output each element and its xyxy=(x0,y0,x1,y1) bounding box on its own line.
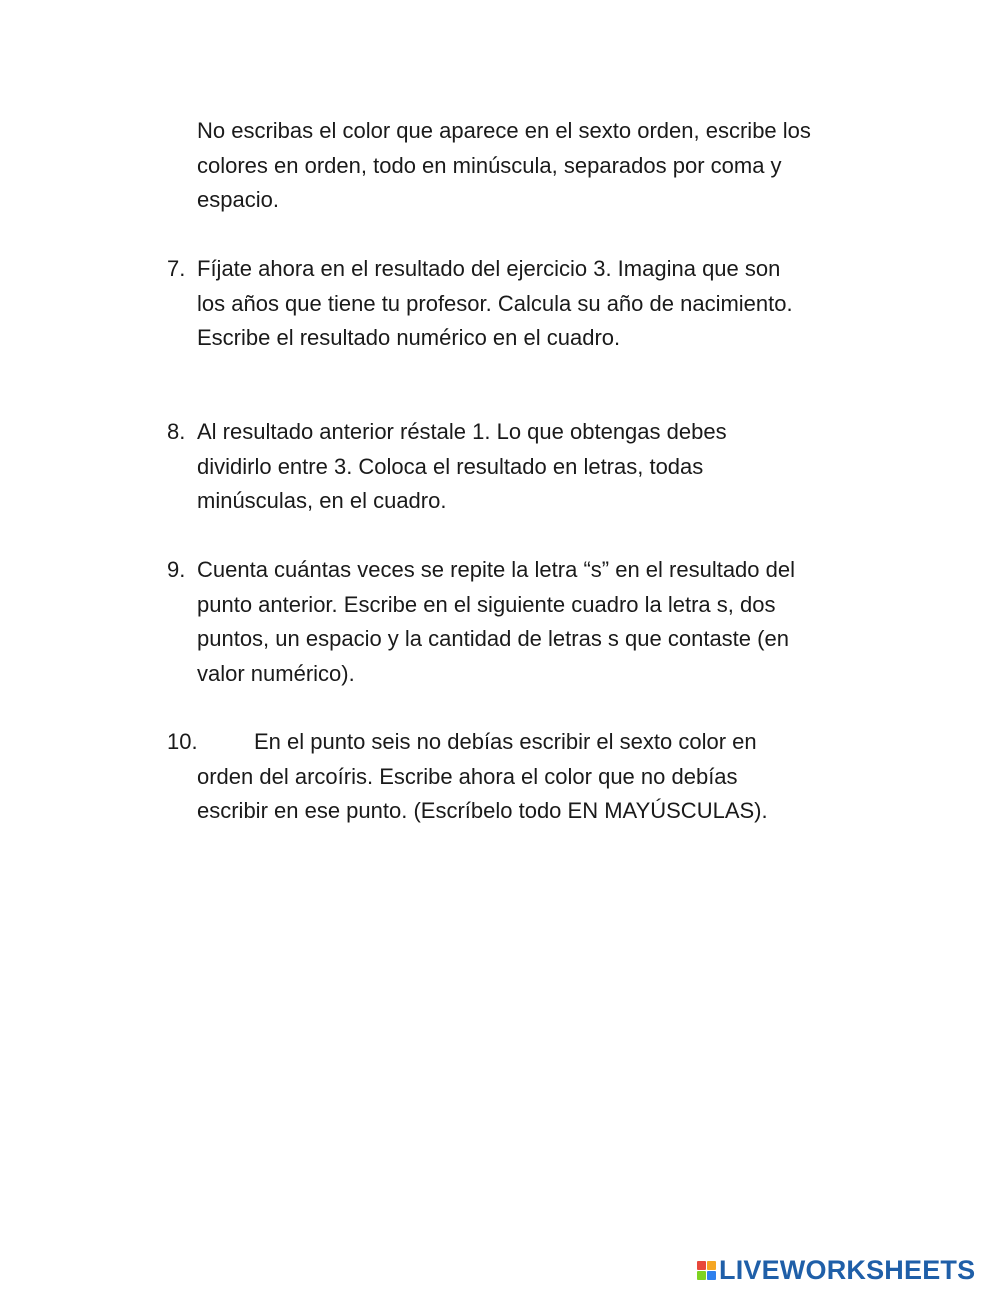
question-9 xyxy=(167,553,887,691)
question-number: 8. xyxy=(167,419,186,444)
question-8 xyxy=(167,415,887,519)
question-line: En el punto seis no debías escribir el sexto color en xyxy=(254,729,757,754)
question-10 xyxy=(167,725,887,829)
intro-paragraph xyxy=(197,114,877,218)
question-line: dividirlo entre 3. Coloca el resultado en letras, todas xyxy=(197,453,704,479)
question-7 xyxy=(167,252,887,356)
logo-blocks-icon xyxy=(697,1261,716,1280)
intro-line: No escribas el color que aparece en el sexto orden, escribe los xyxy=(197,118,811,143)
question-number: 10. xyxy=(167,729,198,754)
logo-text: LIVEWORKSHEETS xyxy=(719,1255,976,1285)
intro-line: colores en orden, todo en minúscula, separados por coma y xyxy=(197,152,782,178)
question-line: Fíjate ahora en el resultado del ejercicio 3. Imagina que son xyxy=(197,256,781,281)
intro-line: espacio. xyxy=(197,187,279,212)
logo-block xyxy=(697,1261,706,1270)
question-line: valor numérico). xyxy=(197,660,355,686)
question-line: Cuenta cuántas veces se repite la letra “s” en el resultado del xyxy=(197,557,795,582)
liveworksheets-logo xyxy=(697,1255,975,1285)
question-line: los años que tiene tu profesor. Calcula su año de nacimiento. xyxy=(197,290,793,316)
logo-block xyxy=(707,1261,716,1270)
logo-block xyxy=(707,1271,716,1280)
question-line: Escribe el resultado numérico en el cuadro. xyxy=(197,325,621,350)
question-line: puntos, un espacio y la cantidad de letras s que contaste (en xyxy=(197,626,789,651)
question-line: punto anterior. Escribe en el siguiente cuadro la letra s, dos xyxy=(197,591,776,617)
question-line: minúsculas, en el cuadro. xyxy=(197,488,447,513)
logo-block xyxy=(697,1271,706,1280)
question-number: 9. xyxy=(167,557,186,582)
question-line: orden del arcoíris. Escribe ahora el color que no debías xyxy=(197,763,738,789)
question-number: 7. xyxy=(167,256,186,281)
question-line: Al resultado anterior réstale 1. Lo que obtengas debes xyxy=(197,419,727,444)
question-line: escribir en ese punto. (Escríbelo todo EN MAYÚSCULAS). xyxy=(197,798,768,823)
